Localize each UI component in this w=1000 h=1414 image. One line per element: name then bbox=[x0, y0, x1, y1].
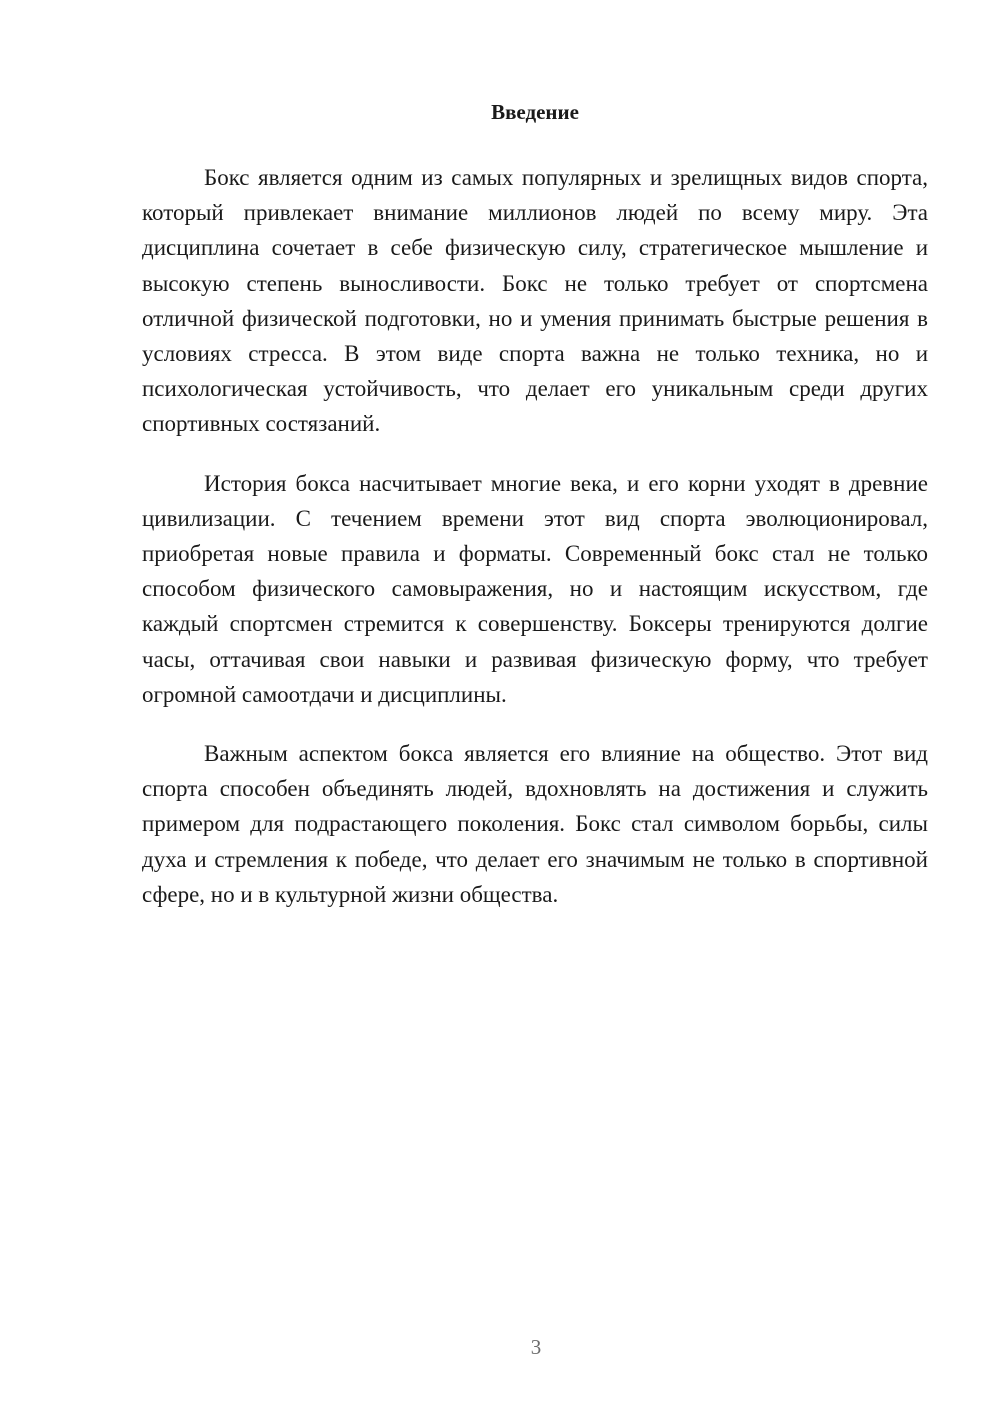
page-content bbox=[142, 97, 928, 912]
paragraph-2: История бокса насчитывает многие века, и его корни уходят в древние цивилизации. С течением времени этот вид спорта эволюционировал, приобретая новые правила и форматы. Современный бокс стал не только способом физического самовыражения, но и настоящим искусством, где каждый спортсмен стремится к совершенству. Боксеры тренируются долгие часы, оттачивая свои навыки и развивая физическую форму, что требует огромной самоотдачи и дисциплины. bbox=[142, 470, 928, 707]
paragraph-3: Важным аспектом бокса является его влияние на общество. Этот вид спорта способен объединять людей, вдохновлять на достижения и служить примером для подрастающего поколения. Бокс стал символом борьбы, силы духа и стремления к победе, что делает его значимым не только в спортивной сфере, но и в культурной жизни общества. bbox=[142, 741, 928, 907]
page-number: 3 bbox=[530, 1335, 542, 1359]
section-heading: Введение bbox=[491, 100, 579, 124]
paragraph-1: Бокс является одним из самых популярных и зрелищных видов спорта, который привлекает внимание миллионов людей по всему миру. Эта дисциплина сочетает в себе физическую силу, стратегическое мышление и высокую степень выносливости. Бокс не только требует от спортсмена отличной физической подготовки, но и умения принимать быстрые решения в условиях стресса. В этом виде спорта важна не только техника, но и психологическая устойчивость, что делает его уникальным среди других спортивных состязаний. bbox=[142, 165, 928, 437]
